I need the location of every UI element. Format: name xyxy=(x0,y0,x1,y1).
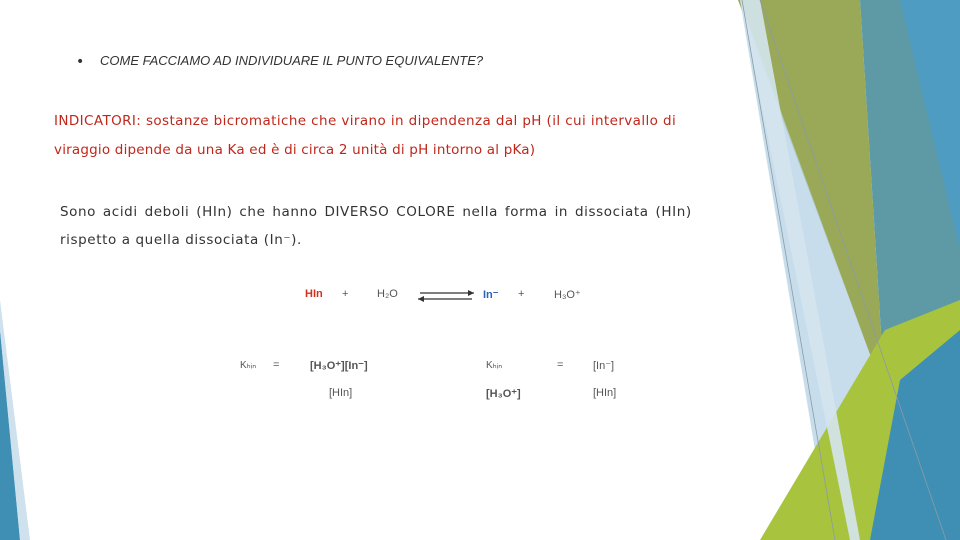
plus-sign: + xyxy=(342,288,349,300)
indicator-definition-line1: INDICATORI: sostanze bicromatiche che virano in dipendenza dal pH (il cui intervallo di xyxy=(54,113,677,129)
equals-sign: = xyxy=(273,359,280,371)
ka2-numerator: [In⁻] xyxy=(593,360,615,372)
equals-sign-2: = xyxy=(557,359,564,371)
ka-denominator: [HIn] xyxy=(329,387,353,399)
species-h2o: H₂O xyxy=(377,288,398,300)
equilibrium-arrow-icon xyxy=(416,289,476,303)
description-line1: Sono acidi deboli (HIn) che hanno DIVERSO COLORE nella forma in dissociata (HIn) xyxy=(60,204,692,220)
bullet-point: • xyxy=(76,54,85,70)
ka-label-2: Kₕᵢₙ xyxy=(486,360,503,371)
ka2-denominator: [HIn] xyxy=(593,387,617,399)
description-line2: rispetto a quella dissociata (In⁻). xyxy=(60,232,302,248)
ka-hydronium-term: [H₃O⁺] xyxy=(486,388,521,400)
plus-sign: + xyxy=(518,288,525,300)
ka-numerator: [H₃O⁺][In⁻] xyxy=(310,360,368,372)
ka-label: Kₕᵢₙ xyxy=(240,360,257,371)
species-h3o: H₃O⁺ xyxy=(554,289,581,301)
indicator-definition-line2: viraggio dipende da una Ka ed è di circa 2 unità di pH intorno al pKa) xyxy=(54,142,536,158)
species-in-minus: In⁻ xyxy=(483,289,499,301)
species-hin: HIn xyxy=(305,288,323,300)
bullet-question: COME FACCIAMO AD INDIVIDUARE IL PUNTO EQUIVALENTE? xyxy=(100,53,484,68)
